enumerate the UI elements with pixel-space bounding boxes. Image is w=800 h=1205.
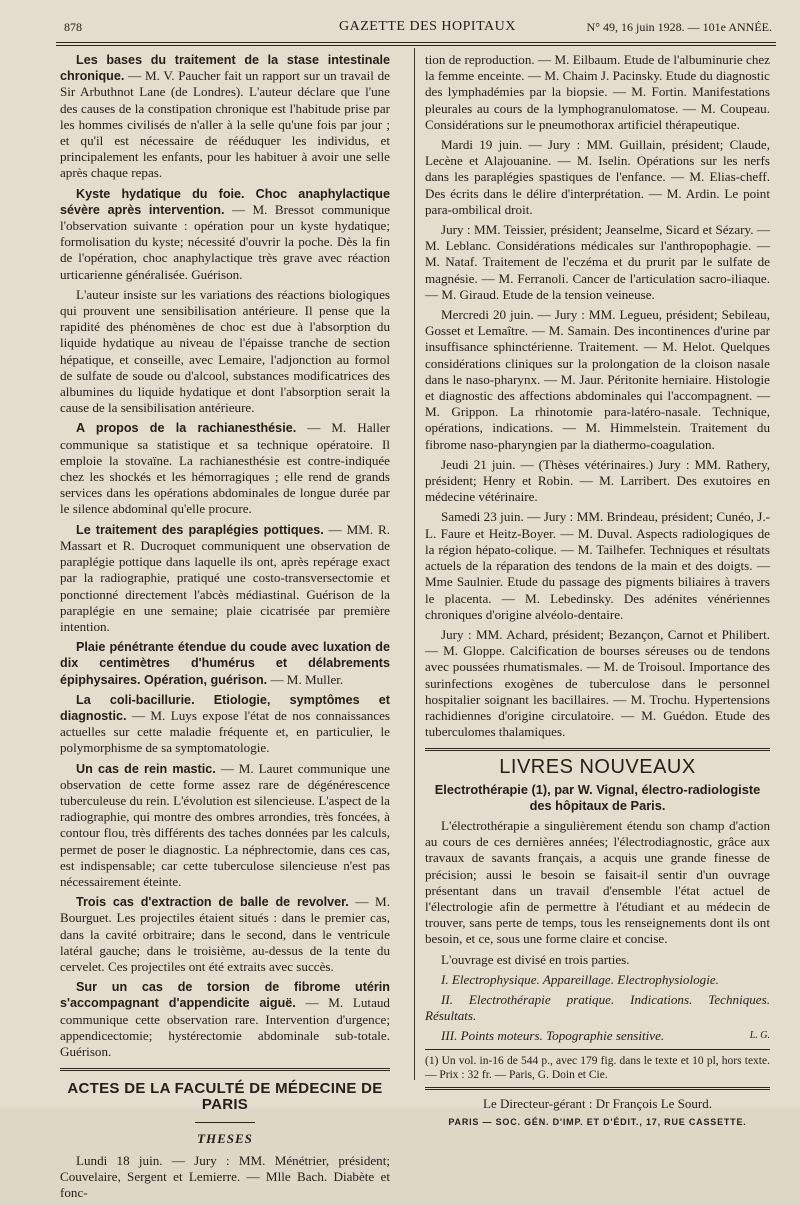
book-review: L'électrothérapie a singulièrement étendu son champ d'action au cours de ces dernières années; l'électrodiagnostic, grâce aux travaux de savants français, a acquis une grande finesse de précision; aussi le besoin se faisait-il sentir d'un ouvrage présentant dans un travail d'ensemble l'état actuel de l'électrologie afin de permettre à l'étudiant et au médecin de trouver, sans perte de temps, tous les renseignements dont ils ont besoin, et ce, sous une forme claire et concise. (425, 817, 770, 947)
acts-heading: ACTES DE LA FACULTÉ DE MÉDECINE DE PARIS (67, 1080, 383, 1114)
paragraph-colibacillurie (60, 692, 390, 757)
text-pottiques: — MM. R. Massart et R. Ducroquet communiquent une observation de paraplégie pottique dans laquelle ils ont, après repérage exact par la radiographie, pratiqué une costo-transversectomie et ponctionné directement l'abcès médiastinal. Guérison de la paraplégie en une semaine; plaie cicatrisée par première intention. (60, 521, 390, 634)
paragraph-lundi: Lundi 18 juin. — Jury : MM. Ménétrier, président; Couvelaire, Sergent et Lemierre. — Mlle Bach. Diabète et fonc- (60, 1152, 390, 1201)
journal-title: GAZETTE DES HOPITAUX (339, 19, 516, 34)
text-fibrome: — M. Lutaud communique cette observation rare. Intervention d'urgence; appendicectomie; hystérectomie abdominale sub-totale. Guérison. (60, 995, 390, 1059)
text-coude: — M. Muller. (270, 671, 344, 687)
header-rule-2 (56, 45, 776, 46)
paragraph-mardi-jury2: Jury : MM. Teissier, président; Jeanselme, Sicard et Sézary. — M. Leblanc. Considérations médicales sur l'anthropophagie. — M. Nataf. Traitement de l'eczéma et du prurit par le sulfate de magnésie. — M. Ferranoli. Cancer de l'articulation sacro-iliaque. — M. Giraud. Etude de la tension veineuse. (425, 222, 770, 302)
heading-coude: Plaie pénétrante étendue du coude avec luxation de dix centimètres d'humérus et délabrements épiphysaires. Opération, guérison. (60, 640, 390, 687)
page-number: 878 (64, 20, 82, 34)
paragraph-kyste (60, 186, 390, 283)
paragraph-coude (60, 639, 390, 688)
paragraph-kyste-2: L'auteur insiste sur les variations des réactions biologiques qui prouvent une sensibilisation antérieure. Il pense que la rapidité des phénomènes de choc est due à l'absorption du liquide hydatique au niveau de l'épaisse tranche de section hépatique, et conseille, avec Lemaire, l'adjonction au formol de sulfate de soude ou d'alcool, substances modificatrices des albumines du liquide hydatique et dont l'absorption serait la cause de la sensibilisation antérieure. (60, 286, 390, 416)
short-rule (195, 1122, 255, 1123)
text-kyste: — M. Bressot communique l'observation suivante : opération pour un kyste hydatique; formolisation du kyste; nécessité d'ouvrir la poche. Dès la fin de l'opération, choc anaphylactique très grave avec réaction urticarienne généralisée. Guérison. (60, 201, 390, 282)
book-part-3-text: III. Points moteurs. Topographie sensitive. (441, 1028, 665, 1044)
book-part-3 (425, 1028, 770, 1044)
book-part-1: I. Electrophysique. Appareillage. Electrophysiologie. (441, 971, 719, 987)
page-header (64, 18, 772, 40)
column-divider (414, 48, 415, 1080)
left-column (60, 52, 390, 1205)
paragraph-fibrome (60, 979, 390, 1060)
heading-pottiques: Le traitement des paraplégies pottiques. (76, 522, 324, 537)
issue-info: N° 49, 16 juin 1928. — 101e ANNÉE. (586, 20, 772, 34)
director-line: Le Directeur-gérant : Dr François Le Sourd. (483, 1095, 712, 1111)
theses-heading: THESES (197, 1130, 253, 1146)
heading-colibacillurie: La coli-bacillurie. Etiologie, symptômes et diagnostic. (60, 692, 390, 723)
header-rule (56, 42, 776, 43)
text-stase: — M. V. Paucher fait un rapport sur un travail de Sir Arbuthnot Lane (de Londres). L'auteur déclare que l'une des causes de la constipation chronique est l'habitude prise par les hommes civilisés de n'aller à la selle qu'une fois par jour ; et qu'il est nécessaire de rééduquer les individus, et principalement les enfants, pour les habituer à avoir une selle après chaque repas. (60, 68, 390, 181)
text-balle: — M. Bourguet. Les projectiles étaient situés : dans le premier cas, dans la cavité orbitraire; dans le second, dans le ventricule latéral gauche; dans le troisième, au-dessus de la tente du cervelet. Ces projectiles ont été extraits avec succès. (60, 894, 390, 974)
book-parts: L'ouvrage est divisé en trois parties. (441, 951, 630, 967)
review-signature: L. G. (749, 1030, 770, 1042)
book-heading: Electrothérapie (1), par W. Vignal, électro-radiologiste des hôpitaux de Paris. (434, 781, 761, 813)
paragraph-pottiques (60, 522, 390, 635)
paragraph-jeudi: Jeudi 21 juin. — (Thèses vétérinaires.) Jury : MM. Rathery, président; Henry et Robin. — M. Larribert. Des exutoires en médecine vétérinaire. (425, 456, 770, 505)
paragraph-samedi-jury2: Jury : MM. Achard, président; Bezançon, Carnot et Philibert. — M. Gloppe. Calcification de bourses séreuses ou de tendons avec poussées rhumatismales. — M. de Troisoul. Importance des surinfections exogènes de tuberculose dans le personnel hospitalier soignant les bacillaires. — M. Trochu. Hypertensions rachidiennes d'origine circulatoire. — M. Guédon. Etude des tuberculomes thalamiques. (425, 626, 770, 740)
book-part-2: II. Electrothérapie pratique. Indications. Techniques. Résultats. (425, 991, 770, 1024)
paragraph-rein-mastic (60, 761, 390, 891)
footnote-rule (425, 1049, 770, 1050)
heading-kyste: Kyste hydatique du foie. Choc anaphylactique sévère après intervention. (60, 186, 390, 217)
heading-rein-mastic: Un cas de rein mastic. (76, 761, 216, 776)
text-colibacillurie: — M. Luys expose l'état de nos connaissances actuelles sur cette maladie fréquente et, en particulier, le polymorphisme de sa symptomatologie. (60, 707, 390, 756)
paragraph-stase (60, 52, 390, 182)
heading-stase: Les bases du traitement de la stase intestinale chronique. (60, 53, 390, 84)
right-column (425, 52, 770, 1134)
heading-balle: Trois cas d'extraction de balle de revolver. (76, 895, 349, 910)
text-rachi: — M. Haller communique sa statistique et sa technique opératoire. Il emploie la stovaïne. La rachianesthésie est contre-indiquée chez les shockés et les hémorragiques ; elle rend de grands services dans les opérations abdominales de longue durée par le silence abdominal qu'elle procure. (60, 420, 391, 517)
text-rein-mastic: — M. Lauret communique une observation de cette forme assez rare de dégénérescence tuberculeuse du rein. L'évolution est silencieuse. L'aspect de la radiographie, qui montre des ombres arrondies, très foncées, à contour flou, très différents des taches données par les calculs, permet de poser le diagnostic. La néphrectomie, dans ces cas, est indispensable; car cette tuberculose silencieuse n'est pas nécessairement éteinte. (60, 760, 390, 889)
paragraph-rachi (60, 420, 390, 517)
paragraph-mercredi: Mercredi 20 juin. — Jury : MM. Legueu, président; Sebileau, Gosset et Lemaître. — M. Samain. Des incontinences d'urine par insuffisance sphinctérienne. Traitement. — M. Helot. Quelques considérations cliniques sur la prolongation de la cloison nasale dans le naso-pharynx. — M. Jaur. Péritonite herniaire. Histologie et diagnostic des affections abdominales qui l'accompagnent. — M. Grippon. La rhinotomie para-latéro-nasale. Technique, opérations, indications. — M. Himmelstein. Traitement du fibrome naso-pharyngien par la diathermo-coagulation. (425, 307, 770, 452)
paragraph-samedi: Samedi 23 juin. — Jury : MM. Brindeau, président; Cunéo, J.-L. Faure et Heitz-Boyer. — M. Duval. Aspects radiologiques de la région hépato-colique. — M. Tailhefer. Techniques et résultats actuels de la réparation des tendons de la main et des doigts. — Mme Saulnier. Etude du passage des pigments biliaires à travers le placenta. — M. Lebedinsky. Des adénites vénériennes chroniques d'origine alvéolo-dentaire. (425, 509, 770, 622)
heading-fibrome: Sur un cas de torsion de fibrome utérin s'accompagnant d'appendicite aiguë. (60, 980, 390, 1011)
heading-rachi: A propos de la rachianesthésie. (76, 421, 297, 436)
section-separator-right (425, 748, 770, 751)
footer-rule (425, 1087, 770, 1090)
section-separator (60, 1068, 390, 1071)
paragraph-balle (60, 894, 390, 975)
paragraph-mardi: Mardi 19 juin. — Jury : MM. Guillain, président; Claude, Lecène et Alajouanine. — M. Iselin. Opérations sur les nerfs dans les paraplégies spastiques de l'enfance. — M. Elias-cheff. Des écrits dans le délire d'interprétation. — M. Ardin. Le point para-ombilical droit. (425, 137, 770, 217)
livres-heading: LIVRES NOUVEAUX (499, 756, 696, 779)
imprint-line: PARIS — SOC. GÉN. D'IMP. ET D'ÉDIT., 17, RUE CASSETTE. (448, 1116, 747, 1127)
footnote: (1) Un vol. in-16 de 544 p., avec 179 fig. dans le texte et 10 pl, hors texte. — Prix : 32 fr. — Paris, G. Doin et Cie. (425, 1054, 770, 1081)
paragraph-theses-cont: tion de reproduction. — M. Eilbaum. Etude de l'albuminurie chez la femme enceinte. — M. Chaim J. Pacinsky. Etude du diagnostic des lymphadémies par la biopsie. — M. Fortin. Manifestations pleurales au cours de la lymphogranulomatose. — M. Coupeau. Considérations sur le pneumothorax artificiel thérapeutique. (425, 52, 770, 132)
